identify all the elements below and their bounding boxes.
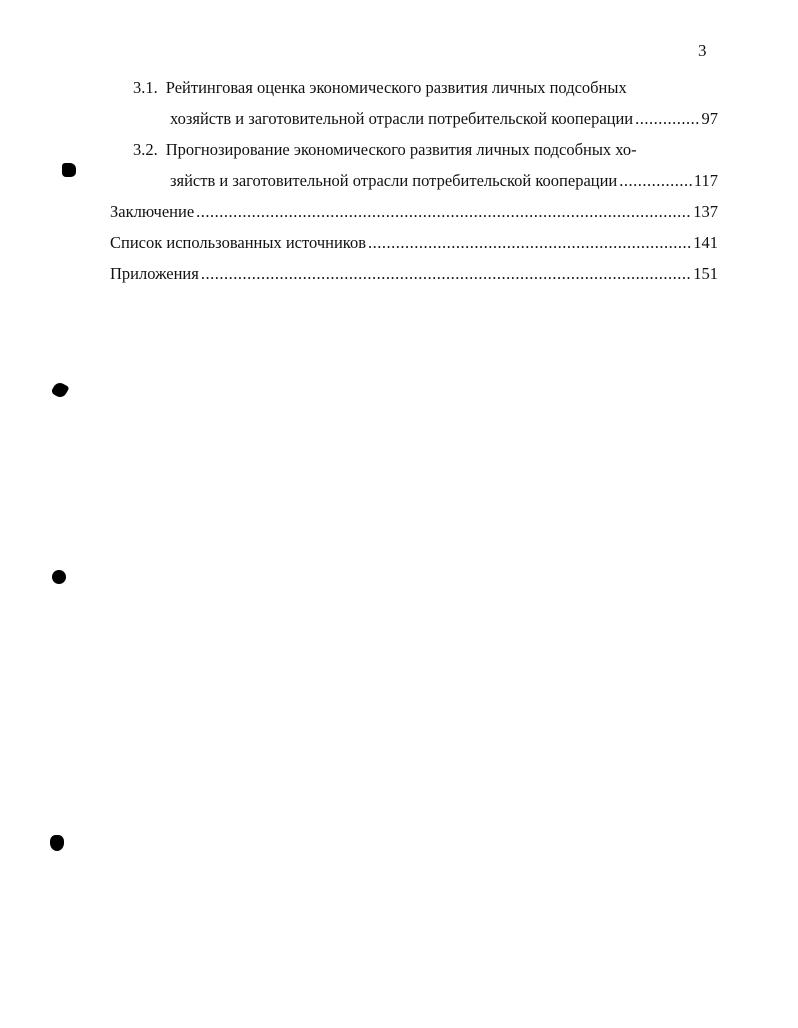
dot-leader <box>368 227 691 258</box>
toc-entry-title: Список использованных источников <box>110 233 366 252</box>
toc-entry-conclusion <box>110 196 718 227</box>
toc-entry-title: Рейтинговая оценка экономического развития личных подсобных <box>165 78 627 97</box>
toc-entry-title-continued: хозяйств и заготовительной отрасли потребительской кооперации <box>170 109 634 128</box>
toc-entry-number: 3.1. <box>133 78 158 97</box>
toc-entry-title: Прогнозирование экономического развития личных подсобных хо- <box>165 140 637 159</box>
toc-entry-title: Приложения <box>110 264 199 283</box>
dot-leader <box>196 196 691 227</box>
toc-entry-title-continued: зяйств и заготовительной отрасли потребительской кооперации <box>170 171 618 190</box>
toc-page-number: 97 <box>701 109 718 128</box>
table-of-contents <box>110 72 718 289</box>
toc-page-number: 141 <box>693 233 718 252</box>
binder-hole-mark <box>62 163 76 177</box>
toc-entry-3-2-line2 <box>110 165 718 196</box>
toc-page-number: 151 <box>693 264 718 283</box>
toc-entry-title: Заключение <box>110 202 195 221</box>
toc-entry-3-1-line1 <box>110 72 718 103</box>
toc-entry-references <box>110 227 718 258</box>
toc-page-number: 117 <box>693 171 718 190</box>
toc-entry-appendices <box>110 258 718 289</box>
dot-leader <box>619 165 692 196</box>
binder-hole-mark <box>50 835 64 851</box>
page-number: 3 <box>698 41 707 60</box>
toc-page-number: 137 <box>693 202 718 221</box>
toc-entry-3-2-line1 <box>110 134 718 165</box>
dot-leader <box>635 103 699 134</box>
toc-entry-number: 3.2. <box>133 140 158 159</box>
toc-entry-3-1-line2 <box>110 103 718 134</box>
dot-leader <box>201 258 691 289</box>
binder-hole-mark <box>50 380 69 399</box>
binder-hole-mark <box>52 570 66 584</box>
